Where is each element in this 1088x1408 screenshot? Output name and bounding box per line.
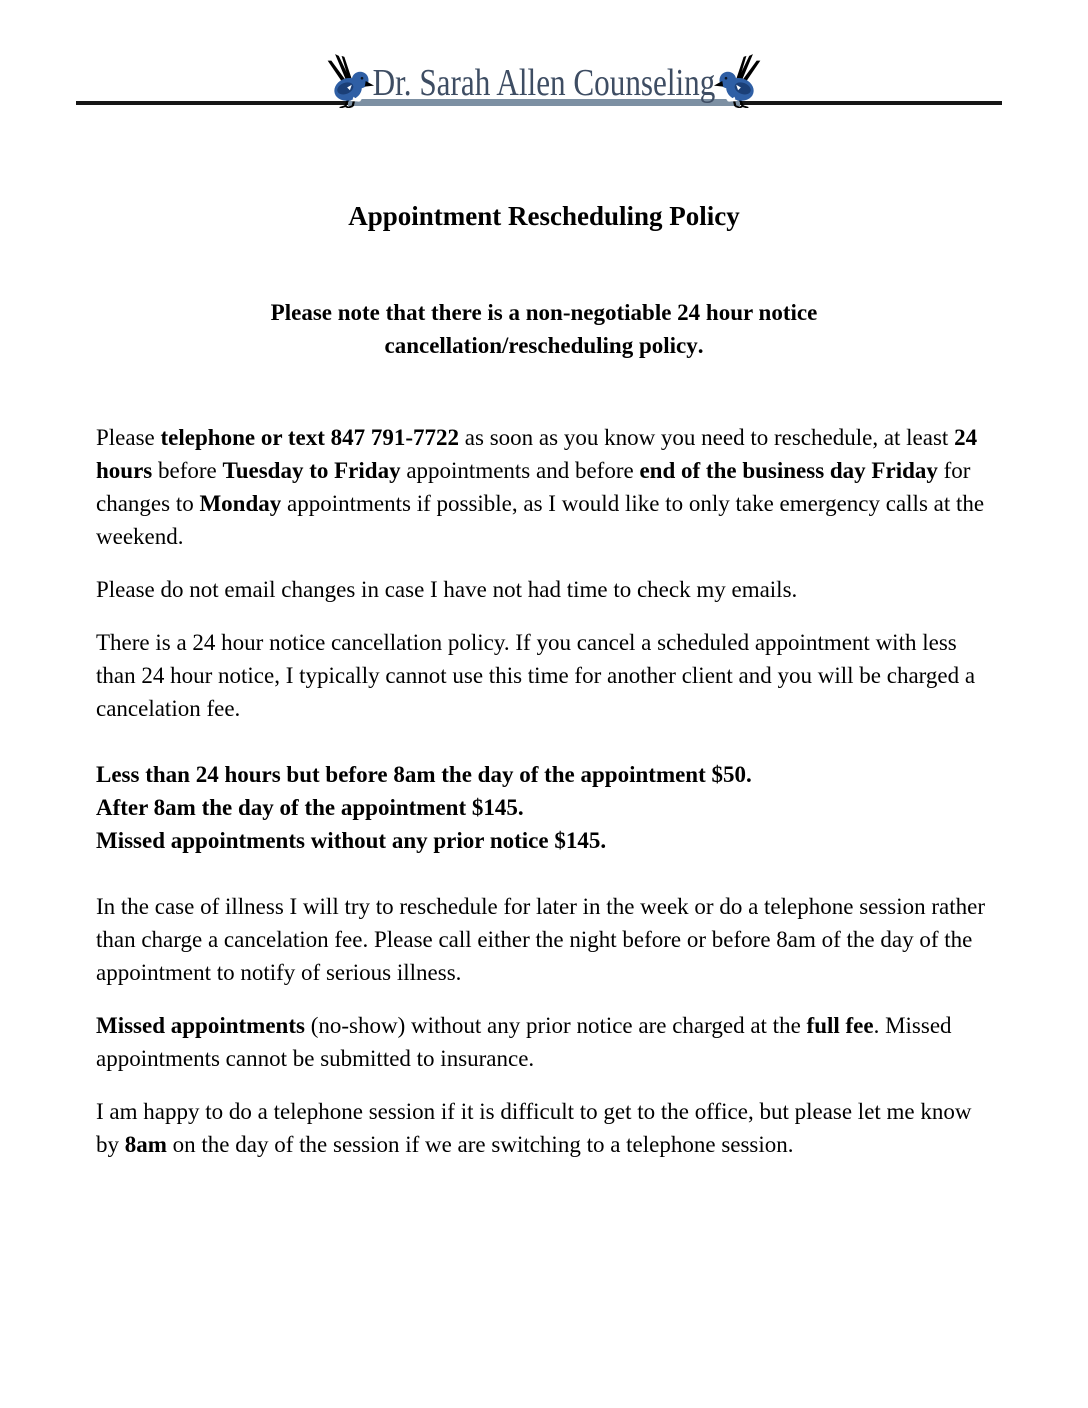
fee-schedule: Less than 24 hours but before 8am the day of the appointment $50. After 8am the day of the appointment $145. Missed appointments without any prior notice $145. [96,762,752,853]
header [0,0,1088,112]
policy-body [96,421,990,1161]
no-email-paragraph: Please do not email changes in case I have not had time to check my emails. [96,577,798,602]
bluebird-icon [713,54,765,108]
telephone-session-paragraph: I am happy to do a telephone session if it is difficult to get to the office, but please let me know by 8am on the day of the session if we are switching to a telephone session. [96,1099,972,1157]
bluebird-icon [323,54,375,108]
brand-name: Dr. Sarah Allen Counseling [372,62,716,104]
illness-paragraph: In the case of illness I will try to reschedule for later in the week or do a telephone session rather than charge a cancelation fee. Please call either the night before or before 8am of the day of the appointment to notify of serious illness. [96,894,986,985]
missed-appointments-paragraph: Missed appointments (no-show) without any prior notice are charged at the full fee. Missed appointments cannot be submitted to insurance. [96,1013,952,1071]
contact-instructions-paragraph: Please telephone or text 847 791-7722 as soon as you know you need to reschedule, at least 24 hours before Tuesday to Friday appointments and before end of the business day Friday for changes to Monday appointments if possible, as I would like to only take emergency calls at the weekend. [96,425,985,549]
brand [0,0,1088,106]
policy-subtitle: Please note that there is a non-negotiable 24 hour notice cancellation/rescheduling policy. [270,300,818,358]
page-title: Appointment Rescheduling Policy [348,201,740,231]
cancellation-policy-paragraph: There is a 24 hour notice cancellation policy. If you cancel a scheduled appointment with less than 24 hour notice, I typically cannot use this time for another client and you will be charged a cancelation fee. [96,630,976,721]
